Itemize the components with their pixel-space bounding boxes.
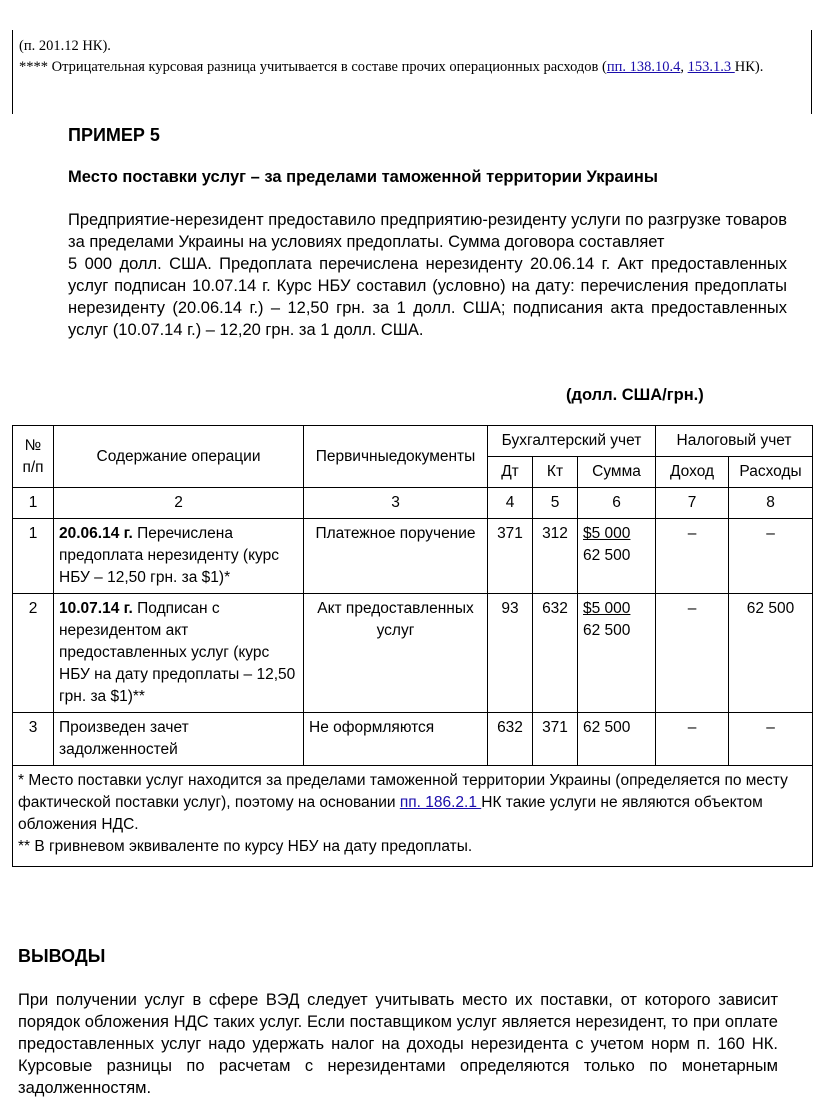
row-document: Не оформляются bbox=[304, 713, 488, 766]
note-line-2 bbox=[19, 57, 805, 78]
example-para-2: 5 000 долл. США. Предоплата перечислена нерезиденту 20.06.14 г. Акт предоставленных услуг подписан 10.07.14 г. Курс НБУ составил (условно) на дату: перечисления предоплаты нерезиденту (20.06.14 г.) – 12,50 грн. за 1 долл. США; подписания акта предоставленных услуг (10.07.14 г.) – 12,20 грн. за 1 долл. США. bbox=[68, 255, 787, 339]
footnote-2: ** В гривневом эквиваленте по курсу НБУ на дату предоплаты. bbox=[18, 838, 473, 855]
row-sum bbox=[578, 519, 656, 594]
col-number: 2 bbox=[54, 488, 304, 519]
link-153-1-3[interactable]: 153.1.3 bbox=[687, 59, 735, 75]
footnotes-row bbox=[13, 766, 813, 867]
header-num: № п/п bbox=[13, 426, 54, 488]
link-pp-186-2-1[interactable]: пп. 186.2.1 bbox=[399, 794, 482, 811]
col-number: 5 bbox=[533, 488, 578, 519]
row-debit: 632 bbox=[488, 713, 533, 766]
header-docs: Первичныедокументы bbox=[304, 426, 488, 488]
operations-table bbox=[12, 425, 813, 867]
col-number: 1 bbox=[13, 488, 54, 519]
row-document: Акт предоставленных услуг bbox=[304, 594, 488, 713]
row-expense: – bbox=[729, 713, 813, 766]
row-debit: 93 bbox=[488, 594, 533, 713]
row-content bbox=[54, 594, 304, 713]
row-income: – bbox=[656, 594, 729, 713]
column-numbers-row bbox=[13, 488, 813, 519]
row-number: 2 bbox=[13, 594, 54, 713]
header-accounting: Бухгалтерский учет bbox=[488, 426, 656, 457]
row-date: 10.07.14 г. bbox=[59, 600, 133, 617]
conclusions-text: При получении услуг в сфере ВЭД следует учитывать место их поставки, от которого зависит порядок обложения НДС таких услуг. Если поставщиком услуг является нерезидент, то при оплате предоставленных услуг надо удержать налог на доходы нерезидента с учетом норм п. 160 НК. Курсовые разницы по расчетам с нерезидентами определяются только по монетарным задолженностям. bbox=[18, 991, 778, 1097]
row-expense: 62 500 bbox=[729, 594, 813, 713]
header-content: Содержание операции bbox=[54, 426, 304, 488]
units-label: (долл. США/грн.) bbox=[566, 386, 704, 404]
col-number: 6 bbox=[578, 488, 656, 519]
row-income: – bbox=[656, 519, 729, 594]
continuation-notes bbox=[12, 30, 812, 114]
row-credit: 312 bbox=[533, 519, 578, 594]
header-tax: Налоговый учет bbox=[656, 426, 813, 457]
col-number: 7 bbox=[656, 488, 729, 519]
row-sum bbox=[578, 713, 656, 766]
row-content: Произведен зачет задолженностей bbox=[54, 713, 304, 766]
row-date: 20.06.14 г. bbox=[59, 525, 133, 542]
row-sum-usd: $5 000 bbox=[583, 600, 631, 617]
row-debit: 371 bbox=[488, 519, 533, 594]
row-sum bbox=[578, 594, 656, 713]
example-title: ПРИМЕР 5 bbox=[68, 125, 160, 145]
row-document: Платежное поручение bbox=[304, 519, 488, 594]
example-para-1: Предприятие-нерезидент предоставило предприятию-резиденту услуги по разгрузке товаров за пределами Украины на условиях предоплаты. Сумма договора составляет bbox=[68, 211, 787, 251]
table-row bbox=[13, 594, 813, 713]
col-number: 4 bbox=[488, 488, 533, 519]
header-dt: Дт bbox=[488, 457, 533, 488]
row-content-text: Подписан с нерезидентом акт предоставленных услуг (курс НБУ на дату предоплаты – 12,50 грн. за $1)** bbox=[59, 600, 296, 705]
conclusions-title: ВЫВОДЫ bbox=[18, 946, 106, 966]
header-income: Доход bbox=[656, 457, 729, 488]
col-number: 3 bbox=[304, 488, 488, 519]
row-sum-uah: 62 500 bbox=[583, 622, 631, 639]
row-credit: 371 bbox=[533, 713, 578, 766]
note-line-1: (п. 201.12 НК). bbox=[19, 38, 111, 54]
note-sep: , bbox=[680, 59, 688, 75]
row-number: 3 bbox=[13, 713, 54, 766]
row-sum-uah: 62 500 bbox=[583, 719, 631, 736]
header-sum: Сумма bbox=[578, 457, 656, 488]
row-income: – bbox=[656, 713, 729, 766]
table-footnotes bbox=[13, 766, 813, 867]
footnote-1-text: * Место поставки услуг находится за пределами таможенной территории Украины (определяется по месту фактической поставки услуг), поэтому на основании bbox=[18, 772, 788, 811]
col-number: 8 bbox=[729, 488, 813, 519]
header-kt: Кт bbox=[533, 457, 578, 488]
table-row bbox=[13, 519, 813, 594]
row-sum-usd: $5 000 bbox=[583, 525, 631, 542]
row-number: 1 bbox=[13, 519, 54, 594]
link-pp-138-10-4[interactable]: пп. 138.10.4 bbox=[606, 59, 681, 75]
note-suffix: НК). bbox=[734, 59, 764, 75]
row-content bbox=[54, 519, 304, 594]
header-expense: Расходы bbox=[729, 457, 813, 488]
row-credit: 632 bbox=[533, 594, 578, 713]
row-expense: – bbox=[729, 519, 813, 594]
row-sum-uah: 62 500 bbox=[583, 547, 631, 564]
footnote-1 bbox=[18, 770, 807, 836]
row-content-text: Перечислена предоплата нерезиденту (курс НБУ – 12,50 грн. за $1)* bbox=[59, 525, 279, 586]
note-4-text: **** Отрицательная курсовая разница учитывается в составе прочих операционных расходов ( bbox=[19, 59, 607, 75]
footnote-1-suffix: НК такие услуги не являются объектом обложения НДС. bbox=[18, 794, 763, 833]
example-description bbox=[68, 209, 787, 341]
table-row bbox=[13, 713, 813, 766]
example-subtitle: Место поставки услуг – за пределами таможенной территории Украины bbox=[68, 168, 658, 186]
